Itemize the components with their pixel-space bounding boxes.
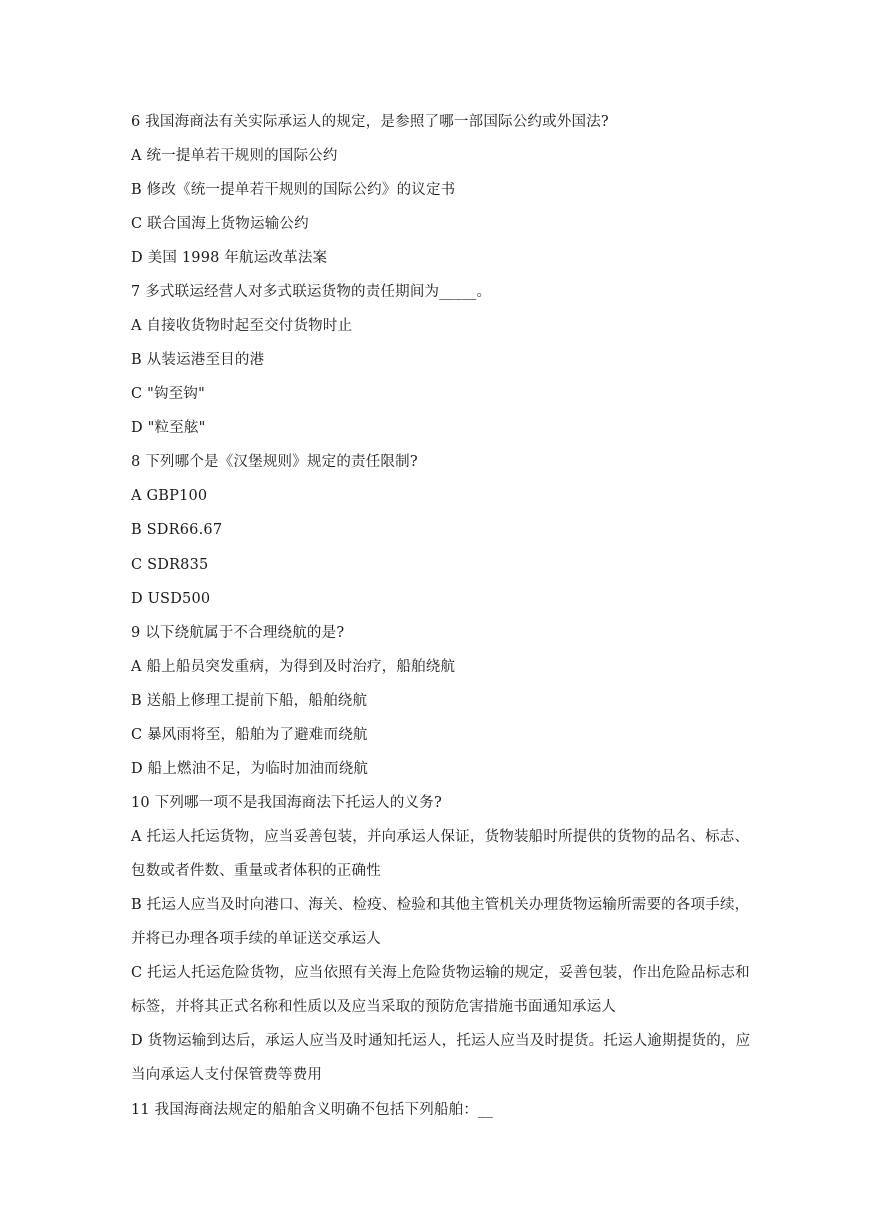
question-9-option-c: C 暴风雨将至，船舶为了避难而绕航 bbox=[131, 727, 368, 743]
question-6-option-b: B 修改《统一提单若干规则的国际公约》的议定书 bbox=[131, 182, 456, 198]
question-9-stem: 9 以下绕航属于不合理绕航的是? bbox=[131, 625, 345, 641]
question-10-stem: 10 下列哪一项不是我国海商法下托运人的义务? bbox=[131, 795, 442, 811]
question-6-option-c: C 联合国海上货物运输公约 bbox=[131, 216, 309, 232]
question-7-option-c: C "钩至钩" bbox=[131, 386, 205, 402]
question-7-option-b: B 从装运港至目的港 bbox=[131, 352, 265, 368]
question-6-option-a: A 统一提单若干规则的国际公约 bbox=[131, 148, 338, 164]
question-9-option-b: B 送船上修理工提前下船，船舶绕航 bbox=[131, 693, 368, 709]
question-9-option-a: A 船上船员突发重病，为得到及时治疗，船舶绕航 bbox=[131, 659, 456, 675]
question-6-stem: 6 我国海商法有关实际承运人的规定，是参照了哪一部国际公约或外国法? bbox=[131, 114, 609, 130]
question-7-option-a: A 自接收货物时起至交付货物时止 bbox=[131, 318, 353, 334]
question-8-option-b: B SDR66.67 bbox=[131, 522, 223, 538]
question-10-option-b: B 托运人应当及时向港口、海关、检疫、检验和其他主管机关办理货物运输所需要的各项手续，并将已办理各项手续的单证送交承运人 bbox=[131, 897, 750, 947]
question-8-option-d: D USD500 bbox=[131, 591, 211, 607]
question-6-option-d: D 美国 1998 年航运改革法案 bbox=[131, 250, 328, 266]
question-11-stem: 11 我国海商法规定的船舶含义明确不包括下列船舶：__ bbox=[131, 1102, 493, 1118]
question-10-option-d: D 货物运输到达后，承运人应当及时通知托运人，托运人应当及时提货。托运人逾期提货的，应当向承运人支付保管费等费用 bbox=[131, 1033, 751, 1083]
question-7-option-d: D "粒至舷" bbox=[131, 420, 206, 436]
question-10-option-a: A 托运人托运货物，应当妥善包装，并向承运人保证，货物装船时所提供的货物的品名、标志、包数或者件数、重量或者体积的正确性 bbox=[131, 829, 750, 879]
question-7-stem: 7 多式联运经营人对多式联运货物的责任期间为_____。 bbox=[131, 284, 492, 300]
question-8-stem: 8 下列哪个是《汉堡规则》规定的责任限制? bbox=[131, 454, 418, 470]
question-9-option-d: D 船上燃油不足，为临时加油而绕航 bbox=[131, 761, 369, 777]
question-8-option-c: C SDR835 bbox=[131, 557, 209, 573]
question-10-option-c: C 托运人托运危险货物，应当依照有关海上危险货物运输的规定，妥善包装，作出危险品标志和标签，并将其正式名称和性质以及应当采取的预防危害措施书面通知承运人 bbox=[131, 965, 750, 1015]
question-8-option-a: A GBP100 bbox=[131, 488, 208, 504]
